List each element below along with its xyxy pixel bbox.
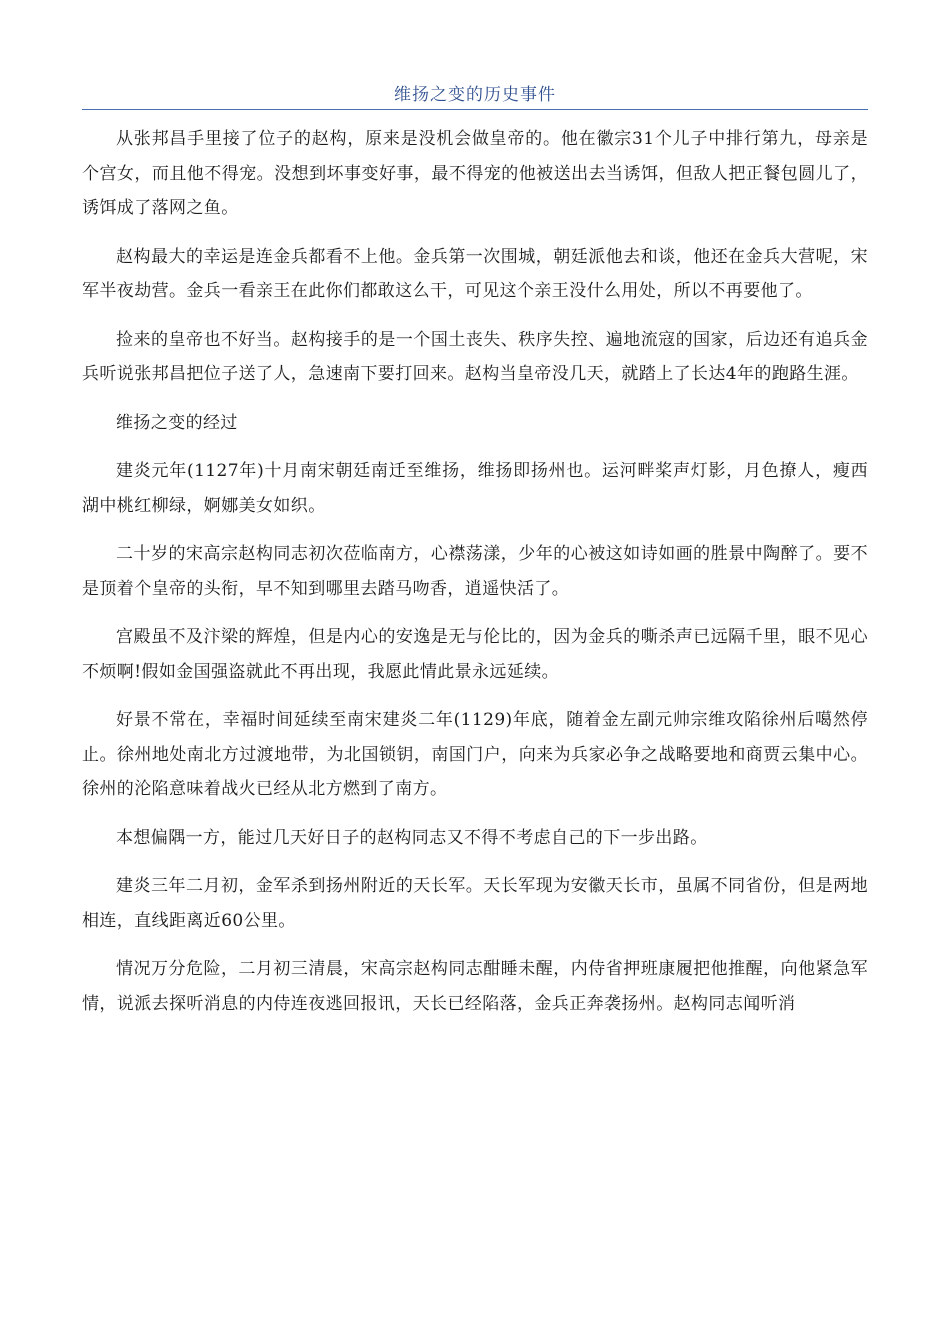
section-heading: 维扬之变的经过 <box>116 412 238 433</box>
paragraph-2: 赵构最大的幸运是连金兵都看不上他。金兵第一次围城，朝廷派他去和谈，他还在金兵大营呢，宋军半夜劫营。金兵一看亲王在此你们都敢这么干，可见这个亲王没什么用处，所以不再要他了。 <box>82 246 868 301</box>
document-body <box>82 122 868 1035</box>
paragraph-9: 建炎三年二月初，金军杀到扬州附近的天长军。天长军现为安徽天长市，虽属不同省份，但是两地相连，直线距离近60公里。 <box>82 876 868 931</box>
paragraph-10: 情况万分危险，二月初三清晨，宋高宗赵构同志酣睡未醒，内侍省押班康履把他推醒，向他紧急军情，说派去探听消息的内侍连夜逃回报讯，天长已经陷落，金兵正奔袭扬州。赵构同志闻听消 <box>82 959 868 1014</box>
paragraph-5: 二十岁的宋高宗赵构同志初次莅临南方，心襟荡漾，少年的心被这如诗如画的胜景中陶醉了。要不是顶着个皇帝的头衔，早不知到哪里去踏马吻香，逍遥快活了。 <box>82 544 868 599</box>
paragraph-4: 建炎元年(1127年)十月南宋朝廷南迁至维扬，维扬即扬州也。运河畔桨声灯影，月色撩人，瘦西湖中桃红柳绿，婀娜美女如织。 <box>82 461 868 516</box>
header-title: 维扬之变的历史事件 <box>394 85 556 105</box>
header-divider <box>82 109 868 110</box>
paragraph-7: 好景不常在，幸福时间延续至南宋建炎二年(1129)年底，随着金左副元帅宗维攻陷徐州后噶然停止。徐州地处南北方过渡地带，为北国锁钥，南国门户，向来为兵家必争之战略要地和商贾云集中心。徐州的沦陷意味着战火已经从北方燃到了南方。 <box>82 710 868 799</box>
paragraph-1: 从张邦昌手里接了位子的赵构，原来是没机会做皇帝的。他在徽宗31个儿子中排行第九，母亲是个宫女，而且他不得宠。没想到坏事变好事，最不得宠的他被送出去当诱饵，但敌人把正餐包圆儿了，诱饵成了落网之鱼。 <box>82 129 868 218</box>
paragraph-6: 宫殿虽不及汴梁的辉煌，但是内心的安逸是无与伦比的，因为金兵的嘶杀声已远隔千里，眼不见心不烦啊!假如金国强盗就此不再出现，我愿此情此景永远延续。 <box>82 627 868 682</box>
paragraph-3: 捡来的皇帝也不好当。赵构接手的是一个国土丧失、秩序失控、遍地流寇的国家，后边还有追兵金兵听说张邦昌把位子送了人，急速南下要打回来。赵构当皇帝没几天，就踏上了长达4年的跑路生涯。 <box>82 329 868 384</box>
paragraph-8: 本想偏隅一方，能过几天好日子的赵构同志又不得不考虑自己的下一步出路。 <box>116 827 708 848</box>
